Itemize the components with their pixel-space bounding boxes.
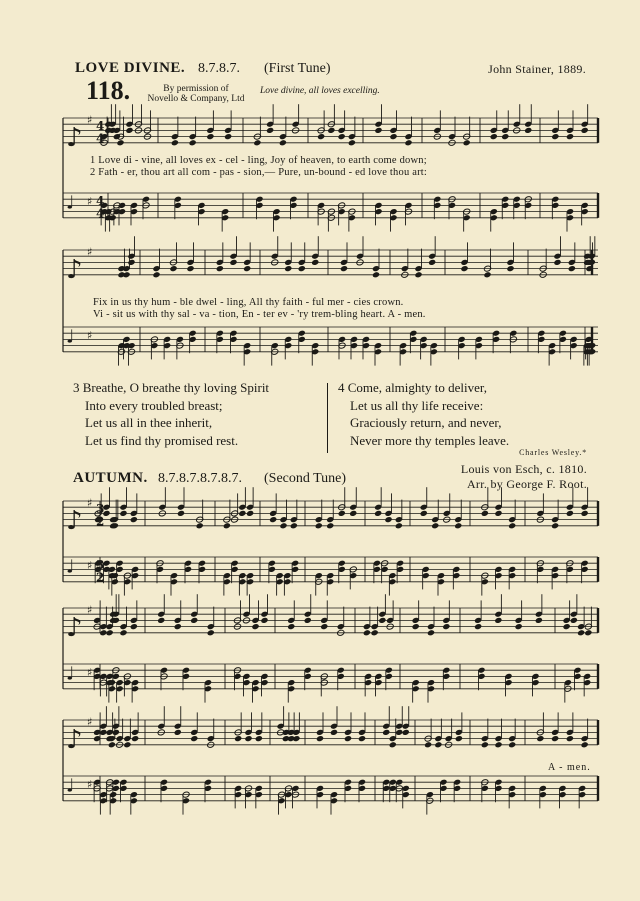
svg-text:♯: ♯ [87,245,93,259]
svg-text:2: 2 [96,514,105,529]
svg-text:♯: ♯ [87,558,93,572]
autumn-amen: A - men. [548,762,591,773]
autumn-meter: 8.7.8.7.8.7.8.7. [158,471,242,486]
svg-text:♯: ♯ [87,603,93,617]
svg-text:♩: ♩ [66,326,75,348]
svg-text:♪: ♪ [66,612,83,643]
lyric-system2-verse1: Fix in us thy hum - ble dwel - ling, All thy faith - ful mer - cies crown. [93,297,404,308]
composer-credit: John Stainer, 1889. [488,62,586,76]
permission-line-2: Novello & Company, Ltd [147,94,245,104]
svg-text:2: 2 [96,570,105,585]
author-credit: Charles Wesley.* [519,448,587,457]
svg-text:4: 4 [96,131,105,146]
svg-text:♯: ♯ [87,496,93,510]
svg-text:♯: ♯ [87,777,93,791]
svg-text:3: 3 [96,501,105,516]
lyric-system1-verse1: 1 Love di - vine, all loves ex - cel - ling, Joy of heaven, to earth come down; [90,155,427,166]
svg-text:3: 3 [96,557,105,572]
verse-3-line-2: Into every troubled breast; [85,397,223,413]
verse-3-line-3: Let us all in thee inherit, [85,415,213,430]
svg-text:♪: ♪ [66,122,83,153]
tune-note: (First Tune) [264,61,331,76]
svg-text:♯: ♯ [87,665,93,679]
svg-text:4: 4 [96,193,105,208]
svg-text:♯: ♯ [87,715,93,729]
hymn-meter: 8.7.8.7. [198,61,240,76]
verse-4-line-2: Let us all thy life receive: [350,397,484,413]
lyric-system2-verse2: Vi - sit us with thy sal - va - tion, En - ter ev - 'ry trem-bling heart. A - men. [93,309,426,320]
hymn-number: 118. [86,76,131,105]
svg-text:♪: ♪ [66,505,83,536]
svg-text:♪: ♪ [66,254,83,285]
svg-text:♯: ♯ [87,328,93,342]
first-line: Love divine, all loves excelling. [260,86,380,96]
svg-text:♯: ♯ [87,194,93,208]
svg-text:♩: ♩ [66,192,75,214]
svg-text:♩: ♩ [66,775,75,797]
verse-3 [73,379,269,449]
lyric-system1-verse2: 2 Fath - er, thou art all com - pas - sion,— Pure, un-bound - ed love thou art: [90,167,428,178]
verse-divider [327,383,328,453]
verse-4-line-4: Never more thy temples leave. [350,432,510,448]
autumn-title: AUTUMN. [73,470,148,486]
svg-text:4: 4 [96,206,105,221]
verse-4-line-3: Graciously return, and never, [350,415,502,430]
verse-4-line-1: 4 Come, almighty to deliver, [338,380,487,395]
autumn-tune-note: (Second Tune) [264,471,347,486]
svg-text:♯: ♯ [87,113,93,127]
svg-text:♪: ♪ [66,724,83,755]
autumn-composer-2: Arr. by George F. Root. [466,477,587,491]
svg-text:4: 4 [96,118,105,133]
verse-3-line-4: Let us find thy promised rest. [85,432,239,448]
verse-4 [338,379,509,449]
verse-3-line-1: 3 Breathe, O breathe thy loving Spirit [73,380,270,395]
hymn-title: LOVE DIVINE. [75,60,186,76]
autumn-composer-1: Louis von Esch, c. 1810. [460,462,587,476]
svg-text:♩: ♩ [66,556,75,578]
svg-text:♩: ♩ [66,663,75,685]
permission-line-1: By permission of [163,84,229,94]
